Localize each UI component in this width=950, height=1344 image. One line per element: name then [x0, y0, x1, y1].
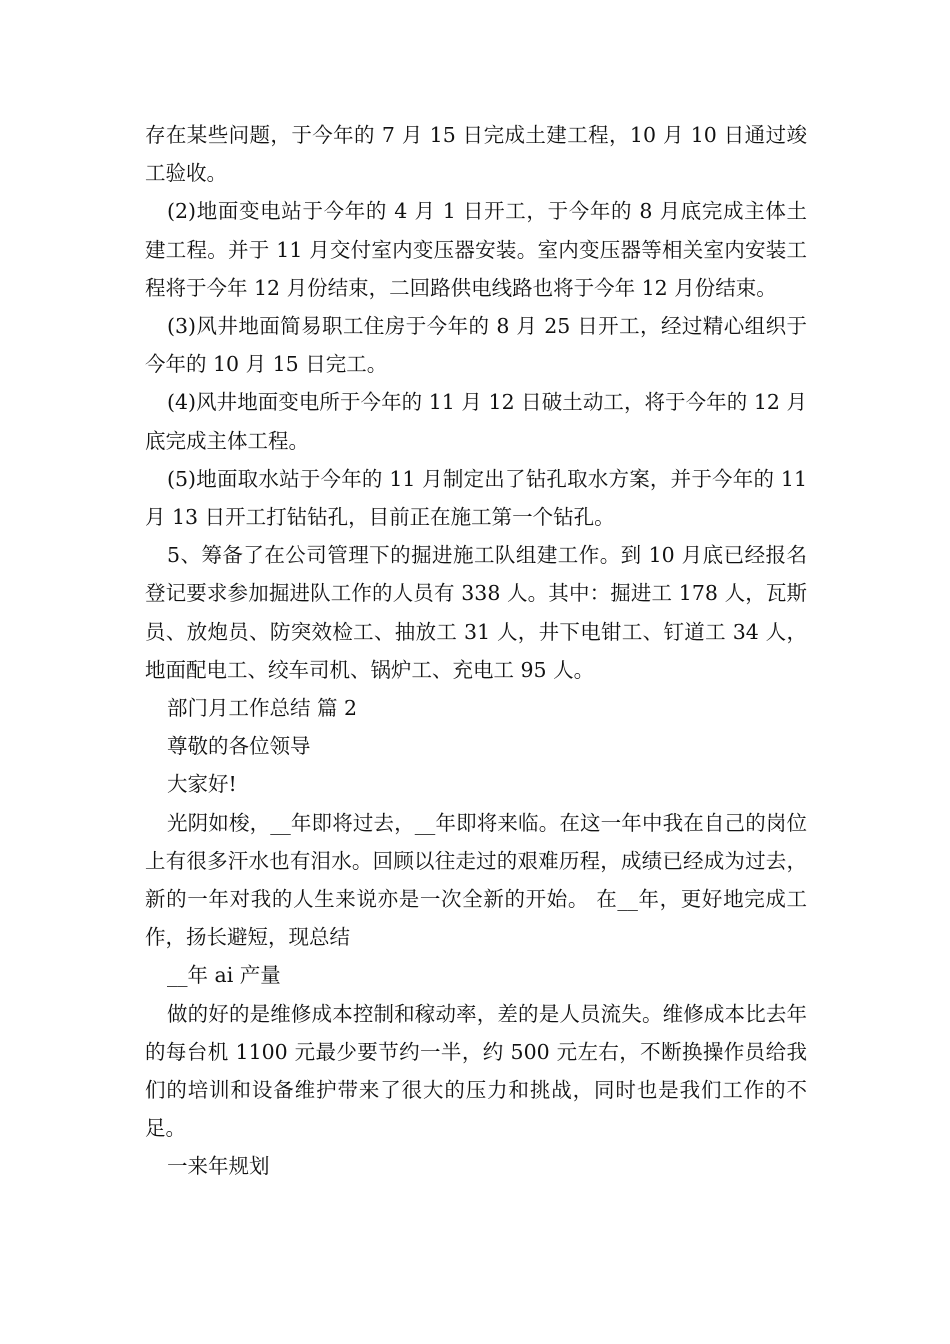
paragraph-year-review: 光阴如梭，__年即将过去，__年即将来临。在这一年中我在自己的岗位上有很多汗水也有泪水。回顾以往走过的艰难历程，成绩已经成为过去，新的一年对我的人生来说亦是一次全新的开始。 在__年，更好地完成工作，扬长避短，现总结	[145, 810, 807, 950]
paragraph-item-4-shaft-substation: (4)风井地面变电所于今年的 11 月 12 日破土动工，将于今年的 12 月底完成主体工程。	[145, 390, 807, 453]
paragraph-maintenance-cost: 做的好的是维修成本控制和稼动率，差的是人员流失。维修成本比去年的每台机 1100 元最少要节约一半，约 500 元左右，不断换操作员给我们的培训和设备维护带来了很大的压力和挑战，同时也是我们工作的不足。	[145, 1001, 807, 1141]
paragraph-item-5-water-station: (5)地面取水站于今年的 11 月制定出了钻孔取水方案，并于今年的 11 月 13 日开工打钻钻孔，目前正在施工第一个钻孔。	[145, 466, 807, 530]
section-heading-part-2: 部门月工作总结 篇 2	[167, 696, 358, 721]
paragraph-next-year-plan: 一来年规划	[167, 1154, 270, 1179]
paragraph-ai-output: __年 ai 产量	[167, 963, 281, 988]
paragraph-item-2-substation: (2)地面变电站于今年的 4 月 1 日开工，于今年的 8 月底完成主体土建工程。并于 11 月交付室内变压器安装。室内变压器等相关室内安装工程将于今年 12 月份结束，二回路供电线路也将于今年 12 月份结束。	[145, 199, 807, 300]
paragraph-item-3-staff-housing: (3)风井地面简易职工住房于今年的 8 月 25 日开工，经过精心组织于今年的 10 月 15 日完工。	[145, 314, 807, 377]
paragraph-item-5-excavation-team: 5、筹备了在公司管理下的掘进施工队组建工作。到 10 月底已经报名登记要求参加掘进队工作的人员有 338 人。其中：掘进工 178 人，瓦斯员、放炮员、防突效检工、抽放工 31 人，井下电钳工、钉道工 34 人，地面配电工、绞车司机、锅炉工、充电工 95 人。	[145, 543, 807, 682]
greeting: 大家好!	[167, 772, 237, 797]
paragraph-construction-acceptance: 存在某些问题，于今年的 7 月 15 日完成土建工程，10 月 10 日通过竣工验收。	[145, 123, 807, 186]
document-body	[145, 116, 807, 1186]
salutation-leaders: 尊敬的各位领导	[167, 734, 311, 759]
